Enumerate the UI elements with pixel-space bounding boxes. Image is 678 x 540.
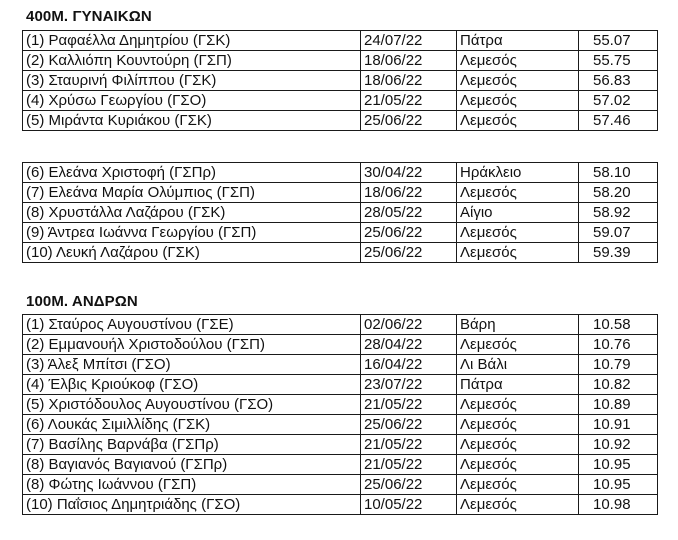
result-date: 23/07/22 <box>361 375 457 395</box>
result-date: 18/06/22 <box>361 183 457 203</box>
result-mark: 59.07 <box>579 223 658 243</box>
athlete-name: (7) Βασίλης Βαρνάβα (ΓΣΠρ) <box>23 435 361 455</box>
result-venue: Πάτρα <box>457 375 579 395</box>
result-date: 21/05/22 <box>361 395 457 415</box>
result-mark: 10.76 <box>579 335 658 355</box>
athlete-name: (6) Ελεάνα Χριστοφή (ΓΣΠρ) <box>23 163 361 183</box>
result-venue: Λι Βάλι <box>457 355 579 375</box>
table-row <box>23 51 658 71</box>
result-date: 21/05/22 <box>361 91 457 111</box>
result-date: 25/06/22 <box>361 475 457 495</box>
table-row <box>23 475 658 495</box>
result-date: 24/07/22 <box>361 31 457 51</box>
result-date: 21/05/22 <box>361 435 457 455</box>
table-row <box>23 415 658 435</box>
result-venue: Λεμεσός <box>457 455 579 475</box>
result-mark: 57.02 <box>579 91 658 111</box>
result-venue: Λεμεσός <box>457 415 579 435</box>
result-venue: Λεμεσός <box>457 243 579 263</box>
results-table-400m-women-6-10 <box>22 162 658 263</box>
result-date: 25/06/22 <box>361 223 457 243</box>
athlete-name: (7) Ελεάνα Μαρία Ολύμπιος (ΓΣΠ) <box>23 183 361 203</box>
athlete-name: (6) Λουκάς Σιμιλλίδης (ΓΣΚ) <box>23 415 361 435</box>
result-date: 28/04/22 <box>361 335 457 355</box>
athlete-name: (2) Εμμανουήλ Χριστοδούλου (ΓΣΠ) <box>23 335 361 355</box>
results-table-400m-women-top5 <box>22 30 658 131</box>
result-date: 28/05/22 <box>361 203 457 223</box>
table-row <box>23 435 658 455</box>
results-table-100m-men <box>22 314 658 515</box>
result-venue: Λεμεσός <box>457 335 579 355</box>
result-venue: Λεμεσός <box>457 91 579 111</box>
result-mark: 10.92 <box>579 435 658 455</box>
table-row <box>23 223 658 243</box>
result-mark: 56.83 <box>579 71 658 91</box>
result-date: 10/05/22 <box>361 495 457 515</box>
result-mark: 58.10 <box>579 163 658 183</box>
table-row <box>23 243 658 263</box>
result-mark: 55.07 <box>579 31 658 51</box>
result-venue: Λεμεσός <box>457 51 579 71</box>
result-mark: 10.91 <box>579 415 658 435</box>
table-row <box>23 355 658 375</box>
result-date: 18/06/22 <box>361 71 457 91</box>
athlete-name: (8) Χρυστάλλα Λαζάρου (ΓΣΚ) <box>23 203 361 223</box>
result-mark: 10.95 <box>579 455 658 475</box>
result-venue: Βάρη <box>457 315 579 335</box>
result-mark: 10.89 <box>579 395 658 415</box>
athlete-name: (5) Μιράντα Κυριάκου (ΓΣΚ) <box>23 111 361 131</box>
athlete-name: (3) Σταυρινή Φιλίππου (ΓΣΚ) <box>23 71 361 91</box>
athlete-name: (4) Χρύσω Γεωργίου (ΓΣΟ) <box>23 91 361 111</box>
athlete-name: (4) Έλβις Κριούκοφ (ΓΣΟ) <box>23 375 361 395</box>
athlete-name: (8) Φώτης Ιωάννου (ΓΣΠ) <box>23 475 361 495</box>
section-title-400m-women: 400Μ. ΓΥΝΑΙΚΩΝ <box>26 8 152 25</box>
athlete-name: (10) Παΐσιος Δημητριάδης (ΓΣΟ) <box>23 495 361 515</box>
athlete-name: (2) Καλλιόπη Κουντούρη (ΓΣΠ) <box>23 51 361 71</box>
result-date: 25/06/22 <box>361 111 457 131</box>
result-mark: 58.20 <box>579 183 658 203</box>
result-mark: 58.92 <box>579 203 658 223</box>
result-date: 18/06/22 <box>361 51 457 71</box>
result-venue: Λεμεσός <box>457 183 579 203</box>
result-date: 02/06/22 <box>361 315 457 335</box>
result-date: 25/06/22 <box>361 243 457 263</box>
result-venue: Λεμεσός <box>457 435 579 455</box>
result-venue: Λεμεσός <box>457 395 579 415</box>
result-mark: 55.75 <box>579 51 658 71</box>
result-venue: Λεμεσός <box>457 475 579 495</box>
result-venue: Λεμεσός <box>457 223 579 243</box>
result-date: 25/06/22 <box>361 415 457 435</box>
result-date: 16/04/22 <box>361 355 457 375</box>
table-row <box>23 183 658 203</box>
athlete-name: (5) Χριστόδουλος Αυγουστίνου (ΓΣΟ) <box>23 395 361 415</box>
result-venue: Λεμεσός <box>457 495 579 515</box>
table-row <box>23 315 658 335</box>
result-date: 30/04/22 <box>361 163 457 183</box>
athlete-name: (3) Άλεξ Μπίτσι (ΓΣΟ) <box>23 355 361 375</box>
table-row <box>23 335 658 355</box>
athlete-name: (1) Σταύρος Αυγουστίνου (ΓΣΕ) <box>23 315 361 335</box>
athlete-name: (10) Λευκή Λαζάρου (ΓΣΚ) <box>23 243 361 263</box>
result-mark: 10.82 <box>579 375 658 395</box>
table-row <box>23 71 658 91</box>
result-venue: Πάτρα <box>457 31 579 51</box>
result-date: 21/05/22 <box>361 455 457 475</box>
table-row <box>23 455 658 475</box>
athlete-name: (8) Βαγιανός Βαγιανού (ΓΣΠρ) <box>23 455 361 475</box>
table-row <box>23 203 658 223</box>
result-venue: Λεμεσός <box>457 71 579 91</box>
result-venue: Λεμεσός <box>457 111 579 131</box>
result-venue: Ηράκλειο <box>457 163 579 183</box>
table-row <box>23 111 658 131</box>
table-row <box>23 395 658 415</box>
result-venue: Αίγιο <box>457 203 579 223</box>
result-mark: 10.79 <box>579 355 658 375</box>
result-mark: 59.39 <box>579 243 658 263</box>
table-row <box>23 163 658 183</box>
table-row <box>23 31 658 51</box>
result-mark: 57.46 <box>579 111 658 131</box>
table-row <box>23 375 658 395</box>
result-mark: 10.58 <box>579 315 658 335</box>
result-mark: 10.98 <box>579 495 658 515</box>
athlete-name: (1) Ραφαέλλα Δημητρίου (ΓΣΚ) <box>23 31 361 51</box>
section-title-100m-men: 100Μ. ΑΝΔΡΩΝ <box>26 293 138 310</box>
table-row <box>23 91 658 111</box>
result-mark: 10.95 <box>579 475 658 495</box>
athlete-name: (9) Άντρεα Ιωάννα Γεωργίου (ΓΣΠ) <box>23 223 361 243</box>
table-row <box>23 495 658 515</box>
